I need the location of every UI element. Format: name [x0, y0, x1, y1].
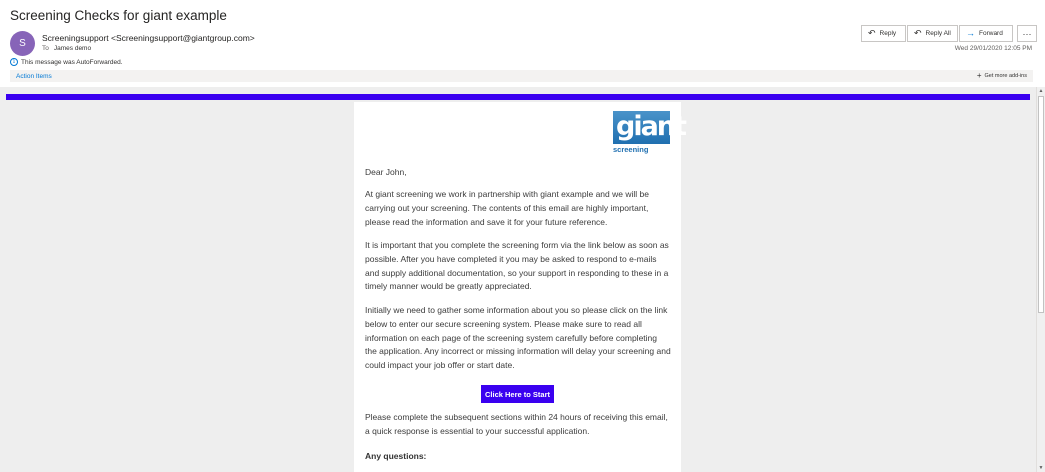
- email-content: [354, 102, 685, 472]
- reply-icon: ↶: [868, 28, 876, 38]
- plus-icon: +: [976, 71, 982, 80]
- sender-name[interactable]: Screeningsupport <Screeningsupport@giantgroup.com>: [42, 33, 255, 43]
- recipient-name[interactable]: James demo: [53, 45, 92, 52]
- reply-button[interactable]: [861, 25, 906, 42]
- vertical-scrollbar[interactable]: [1036, 87, 1045, 472]
- brand-header-bar: [6, 94, 1030, 100]
- paragraph-deadline: Please complete the subsequent sections within 24 hours of receiving this email, a quick response is essential to your successful application.: [365, 412, 668, 436]
- action-items-link[interactable]: Action Items: [16, 72, 52, 80]
- get-more-addins-button[interactable]: [977, 72, 1027, 80]
- logo-subtitle: screening: [613, 145, 649, 154]
- scroll-thumb[interactable]: [1038, 96, 1044, 313]
- forward-label: Forward: [979, 30, 1003, 37]
- forward-icon: →: [966, 28, 975, 38]
- to-label: To: [42, 45, 49, 52]
- reply-all-icon: ↶: [914, 28, 922, 38]
- message-body-viewer: [0, 87, 1045, 472]
- more-icon: ···: [1022, 28, 1032, 39]
- giant-logo: [613, 111, 685, 156]
- paragraph-instructions: Initially we need to gather some information about you so please click on the link below to enter our secure screening system. Please make sure to read all information on each page of the screening system carefully before completing the application. Any incorrect or missing information will delay your screening and could impact your job offer or start date.: [365, 305, 671, 371]
- paragraph-form-importance: It is important that you complete the screening form via the link below as soon as possible. After you have completed it you may be asked to respond to e-mails and supply additional documentation, so your support in responding to these in a timely manner would be greatly appreciated.: [365, 240, 669, 292]
- message-actions: [861, 25, 1037, 42]
- reply-all-button[interactable]: [907, 25, 958, 42]
- addin-bar: [10, 70, 1033, 82]
- reply-all-label: Reply All: [925, 30, 951, 37]
- questions-heading: Any questions:: [365, 451, 427, 461]
- start-screening-button[interactable]: Click Here to Start: [481, 385, 554, 403]
- avatar-initial: S: [19, 38, 26, 49]
- reply-label: Reply: [879, 30, 897, 37]
- received-datetime: Wed 29/01/2020 12:05 PM: [954, 45, 1032, 52]
- autoforward-text: This message was AutoForwarded.: [21, 58, 123, 66]
- recipient-line: [42, 45, 91, 52]
- email-subject: Screening Checks for giant example: [10, 8, 227, 23]
- info-icon: i: [10, 58, 18, 66]
- forward-button[interactable]: [959, 25, 1013, 42]
- logo-wordmark: [613, 111, 685, 144]
- paragraph-intro: At giant screening we work in partnership with giant example and we will be carrying out your screening. The contents of this email are highly important, please read the information and save it for your future reference.: [365, 189, 649, 227]
- autoforward-notice: [10, 58, 123, 66]
- logo-text: giant: [616, 111, 685, 142]
- greeting: Dear John,: [365, 167, 407, 177]
- sender-avatar[interactable]: [10, 31, 35, 56]
- scroll-up-arrow-icon[interactable]: ▲: [1038, 88, 1044, 94]
- scroll-down-arrow-icon[interactable]: ▼: [1038, 465, 1044, 471]
- get-more-addins-label: Get more add-ins: [984, 73, 1027, 79]
- more-actions-button[interactable]: [1017, 25, 1037, 42]
